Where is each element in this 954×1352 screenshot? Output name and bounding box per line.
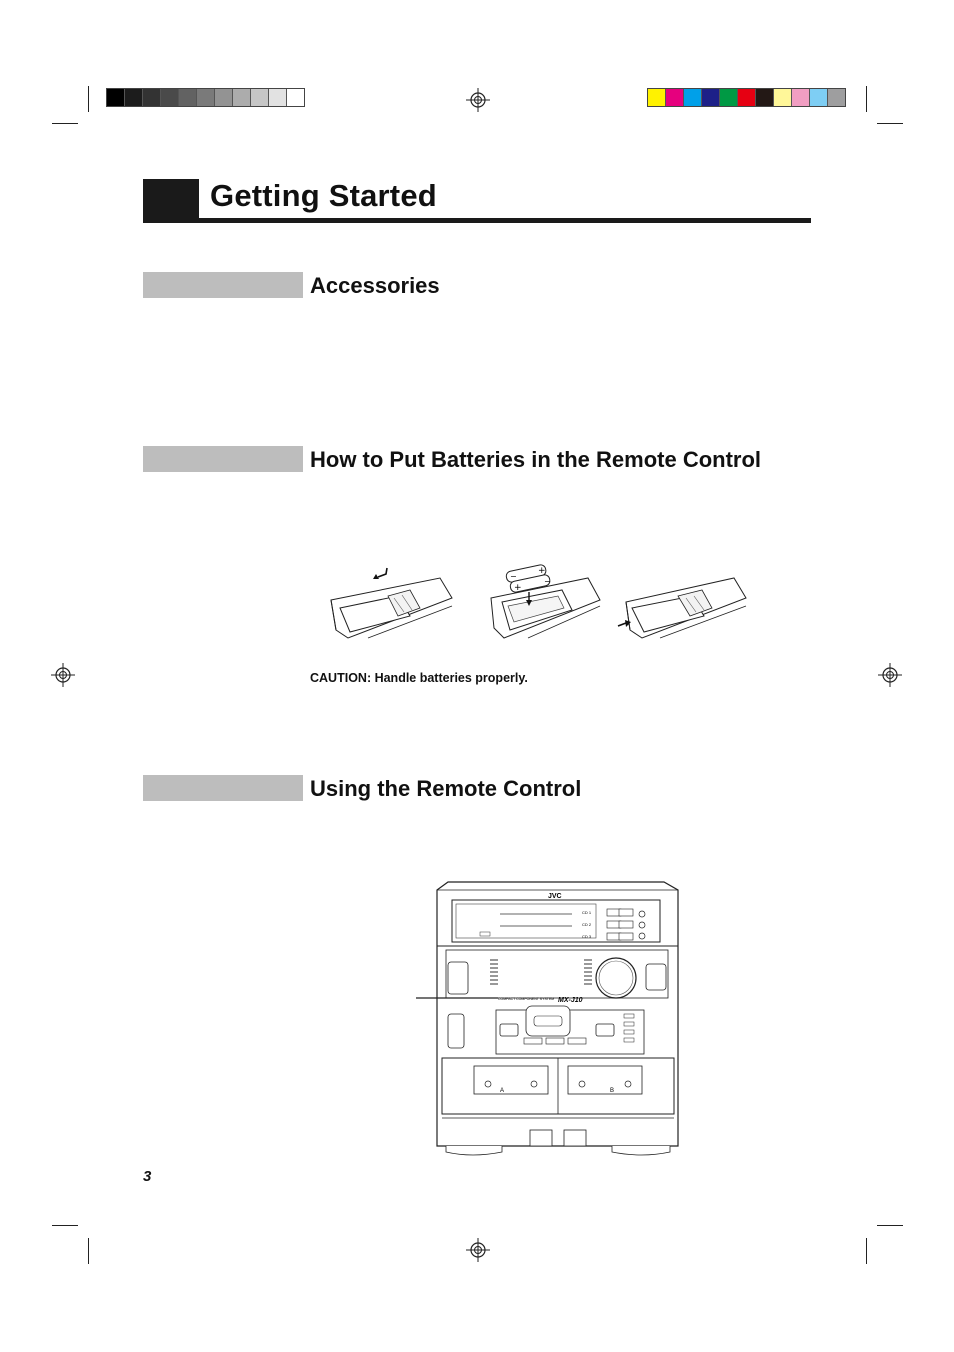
section-title-remote: Using the Remote Control <box>310 776 582 801</box>
gray-swatch-11 <box>287 89 304 106</box>
color-swatch-9 <box>792 89 810 106</box>
svg-text:−: − <box>544 577 551 586</box>
device-model-text: MX-J10 <box>558 997 583 1004</box>
gray-swatch-6 <box>197 89 215 106</box>
color-swatch-5 <box>720 89 738 106</box>
registration-target-bottom <box>466 1238 490 1262</box>
gray-swatch-4 <box>161 89 179 106</box>
deck-b-label: B <box>610 1088 615 1094</box>
chapter-title: Getting Started <box>210 178 437 213</box>
gray-swatch-1 <box>107 89 125 106</box>
gray-swatch-2 <box>125 89 143 106</box>
registration-target-top <box>466 88 490 112</box>
battery-step-1-illustration <box>328 568 454 644</box>
color-swatch-6 <box>738 89 756 106</box>
color-swatch-4 <box>702 89 720 106</box>
gray-swatch-7 <box>215 89 233 106</box>
section-bar-accessories <box>143 272 303 298</box>
color-swatch-7 <box>756 89 774 106</box>
section-title-accessories: Accessories <box>310 273 440 298</box>
color-swatch-2 <box>666 89 684 106</box>
svg-text:−: − <box>510 572 517 581</box>
gray-swatch-5 <box>179 89 197 106</box>
color-swatch-3 <box>684 89 702 106</box>
svg-text:+: + <box>514 583 522 593</box>
color-swatch-1 <box>648 89 666 106</box>
section-bar-batteries <box>143 446 303 472</box>
gray-swatch-8 <box>233 89 251 106</box>
gray-swatch-10 <box>269 89 287 106</box>
registration-target-right <box>878 663 902 687</box>
color-swatch-10 <box>810 89 828 106</box>
grayscale-swatch-bar <box>106 88 305 107</box>
cd-tray-label-3: CD 3 <box>582 934 592 939</box>
color-swatch-11 <box>828 89 845 106</box>
deck-a-label: A <box>500 1088 505 1094</box>
section-bar-remote <box>143 775 303 801</box>
cd-tray-label-2: CD 2 <box>582 922 592 927</box>
svg-text:+: + <box>538 566 546 576</box>
registration-target-left <box>51 663 75 687</box>
color-swatch-8 <box>774 89 792 106</box>
section-title-batteries: How to Put Batteries in the Remote Control <box>310 447 762 472</box>
battery-step-3-illustration <box>616 572 748 644</box>
battery-step-2-illustration <box>488 560 602 644</box>
page-number: 3 <box>143 1168 152 1185</box>
gray-swatch-3 <box>143 89 161 106</box>
device-brand-text: JVC <box>548 893 562 900</box>
battery-caution-text: CAUTION: Handle batteries properly. <box>310 671 528 685</box>
stereo-system-illustration <box>412 878 684 1160</box>
cd-tray-label-1: CD 1 <box>582 910 592 915</box>
chapter-rule <box>199 218 811 223</box>
gray-swatch-9 <box>251 89 269 106</box>
chapter-heading-block <box>143 179 199 223</box>
device-system-label: COMPACT COMPONENT SYSTEM <box>498 997 555 1001</box>
color-swatch-bar <box>647 88 846 107</box>
